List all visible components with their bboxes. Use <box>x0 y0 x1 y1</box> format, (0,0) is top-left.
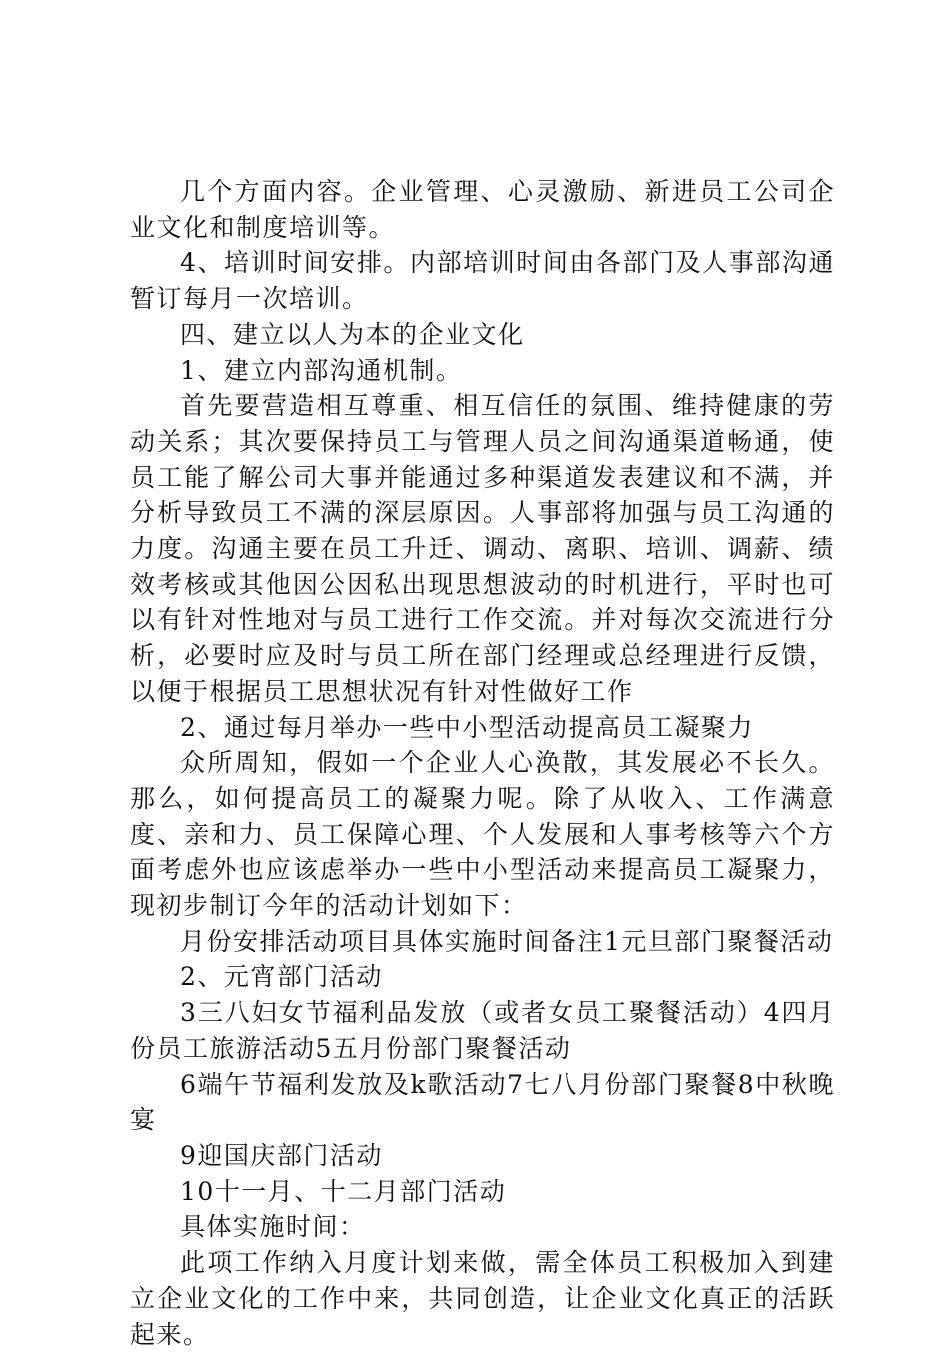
paragraph-activity-2: 2、元宵部门活动 <box>180 962 383 992</box>
paragraph-training-schedule: 4、培训时间安排。内部培训时间由各部门及人事部沟通暂订每月一次培训。 <box>130 248 835 314</box>
paragraph-activity-10: 10十一月、十二月部门活动 <box>180 1176 507 1206</box>
paragraph-activity-table-header: 月份安排活动项目具体实施时间备注1元旦部门聚餐活动 <box>180 926 834 956</box>
paragraph-communication-details: 首先要营造相互尊重、相互信任的氛围、维持健康的劳动关系；其次要保持员工与管理人员之间沟通渠道畅通，使员工能了解公司大事并能通过多种渠道发表建议和不满，并分析导致员工不满的深层原因。人事部将加强与员工沟通的力度。沟通主要在员工升迁、调动、离职、培训、调薪、绩效考核或其他因公因私出现思想波动的时机进行，平时也可以有针对性地对与员工进行工作交流。并对每次交流进行分析，必要时应及时与员工所在部门经理或总经理进行反馈，以便于根据员工思想状况有针对性做好工作 <box>130 391 835 706</box>
subheading-monthly-activities: 2、通过每月举办一些中小型活动提高员工凝聚力 <box>180 712 754 742</box>
document-body <box>130 174 835 1352</box>
paragraph-conclusion: 此项工作纳入月度计划来做，需全体员工积极加入到建立企业文化的工作中来，共同创造，让企业文化真正的活跃起来。 <box>130 1248 835 1349</box>
paragraph-activity-9: 9迎国庆部门活动 <box>180 1140 383 1170</box>
subheading-internal-communication: 1、建立内部沟通机制。 <box>180 355 463 385</box>
paragraph-cohesion: 众所周知，假如一个企业人心涣散，其发展必不长久。那么，如何提高员工的凝聚力呢。除了从收入、工作满意度、亲和力、员工保障心理、个人发展和人事考核等六个方面考虑外也应该虑举办一些中小型活动来提高员工凝聚力，现初步制订今年的活动计划如下： <box>130 748 835 921</box>
section-heading-people-oriented-culture: 四、建立以人为本的企业文化 <box>180 319 525 349</box>
paragraph-activity-6-8: 6端午节福利发放及k歌活动7七八月份部门聚餐8中秋晚宴 <box>130 1069 835 1135</box>
paragraph-implementation-time: 具体实施时间： <box>180 1212 366 1242</box>
paragraph-training-content: 几个方面内容。企业管理、心灵激励、新进员工公司企业文化和制度培训等。 <box>130 177 835 242</box>
paragraph-activity-3-5: 3三八妇女节福利品发放（或者女员工聚餐活动）4四月份员工旅游活动5五月份部门聚餐活动 <box>130 998 835 1063</box>
